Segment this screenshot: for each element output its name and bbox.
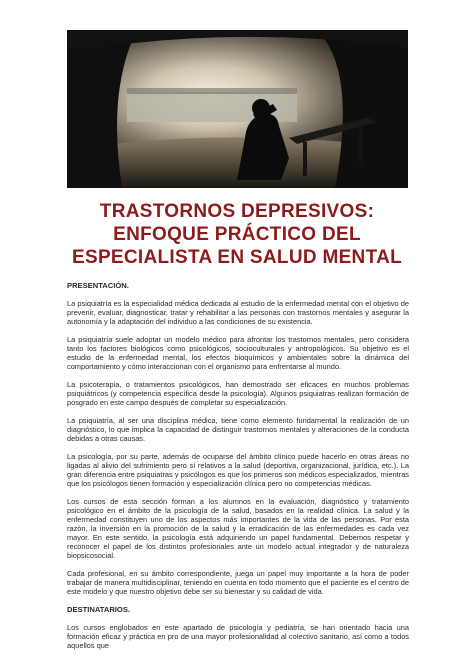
document-title — [60, 200, 414, 269]
cover-photo — [67, 30, 408, 188]
paragraph: Cada profesional, en su ámbito correspondiente, juega un papel muy importante a la hora de poder trabajar de manera multidisciplinar, teniendo en cuenta en todo momento que el paciente es el centro de este modelo y que nuestro objetivo debe ser su bienestar y su calidad de vida. — [67, 569, 409, 596]
paragraph: La psiquiatría, al ser una disciplina médica, tiene como elemento fundamental la realización de un diagnóstico, lo que implica la capacidad de distinguir trastornos mentales y alteraciones de la conducta debidas a otras causas. — [67, 416, 409, 443]
paragraph: Los cursos de esta sección forman a los alumnos en la evaluación, diagnóstico y tratamiento psicológico en el ámbito de la psicología de la salud, basados en la realidad clínica. La salud y la enfermedad constituyen uno de los aspectos más importantes de la vida de las personas. Por esta razón, la inversión en la promoción de la salud y la erradicación de las enfermedades es cada vez mayor. En este sentido, la psicología está adquiriendo un papel fundamental. Debemos respetar y reconocer el papel de los distintos profesionales ante un modelo actual integrador y de naturaleza biopsicosocial. — [67, 497, 409, 560]
paragraph: La psiquiatría es la especialidad médica dedicada al estudio de la enfermedad mental con el objetivo de prevenir, evaluar, diagnosticar, tratar y rehabilitar a las personas con trastornos mentales y asegurar la autonomía y la adaptación del individuo a las condiciones de su existencia. — [67, 299, 409, 326]
title-line: ESPECIALISTA EN SALUD MENTAL — [72, 247, 402, 268]
paragraph: La psicología, por su parte, además de ocuparse del ámbito clínico puede hacerlo en otras áreas no ligadas al alivio del sufrimiento pero sí relativos a la salud (deportiva, organizacional, jurídica, etc.). La gran diferencia entre psiquiatras y psicólogos es que los primeros son médicos especializados, mientras que los psicólogos tienen formación y especialización clínica pero no competencias médicas. — [67, 452, 409, 488]
paragraph: La psiquiatría suele adoptar un modelo médico para afrontar los trastornos mentales, pero considera tanto los factores biológicos como psicológicos, socioculturales y antropológicos. Su objetivo es el estudio de la enfermedad mental, los efectos bioquímicos y ambientales sobre la dinámica del comportamiento y cómo interaccionan con el organismo para enfrentarse al mundo. — [67, 335, 409, 371]
paragraph: Los cursos englobados en este apartado de psicología y pediatría, se han orientado hacia una formación eficaz y práctica en pro de una mayor profesionalidad al colectivo sanitario, así como a todos aquellos que — [67, 623, 409, 650]
cover-photo-illustration — [67, 30, 408, 188]
paragraph: La psicoterapia, o tratamientos psicológicos, han demostrado ser eficaces en muchos problemas psiquiátricos (y competencia específica desde la psicología). Algunos psiquiatras realizan formación de posgrado en este campo después de completar su especialización. — [67, 380, 409, 407]
section-heading-presentacion: PRESENTACIÓN. — [67, 281, 129, 290]
document-body — [67, 281, 409, 659]
title-line: TRASTORNOS DEPRESIVOS: — [99, 201, 375, 222]
title-line: ENFOQUE PRÁCTICO DEL — [113, 224, 361, 245]
section-heading-destinatarios: DESTINATARIOS. — [67, 605, 130, 614]
